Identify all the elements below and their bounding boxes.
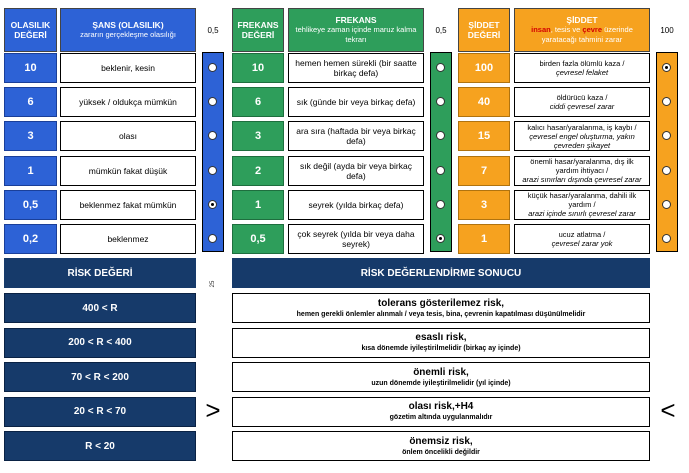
- risk-result-description: uzun dönemde iyileştirilmelidir (yıl içinde): [371, 379, 511, 387]
- severity-radio-button[interactable]: [662, 200, 671, 209]
- probability-title-header: [60, 8, 196, 52]
- probability-title-label: ŞANS (OLASILIK): [92, 20, 164, 30]
- frequency-radio-button[interactable]: [436, 63, 445, 72]
- frequency-value-cell: 6: [232, 87, 284, 117]
- probability-value-cell: 6: [4, 87, 57, 117]
- severity-value-cell: 1: [458, 224, 510, 254]
- frequency-radio-button[interactable]: [436, 166, 445, 175]
- severity-description-cell: [514, 121, 650, 151]
- risk-result-description: önlem öncelikli değildir: [402, 448, 480, 456]
- severity-description-environment: çevresel felaket: [555, 68, 609, 77]
- severity-code-header-label: ŞİDDET DEĞERİ: [467, 20, 501, 40]
- probability-value-cell: 0,2: [4, 224, 57, 254]
- probability-description-cell: olası: [60, 121, 196, 151]
- frequency-radio-button[interactable]: [436, 200, 445, 209]
- risk-result-header-label: RİSK DEĞERLENDİRME SONUCU: [360, 267, 522, 279]
- severity-description-environment: arazi içinde sınırlı çevresel zarar: [528, 209, 636, 219]
- probability-selector-strip: [202, 52, 224, 252]
- probability-selected-value: 0,5: [207, 25, 219, 35]
- probability-description-cell: beklenmez fakat mümkün: [60, 190, 196, 220]
- severity-title-label: ŞİDDET: [566, 15, 598, 25]
- risk-result-cell: [232, 362, 650, 392]
- severity-radio-button[interactable]: [662, 63, 671, 72]
- risk-score-value: 25: [210, 280, 216, 288]
- frequency-subtitle-label: tehlikeye zaman içinde maruz kalma tekrarı: [295, 25, 417, 44]
- severity-description-cell: [514, 87, 650, 117]
- risk-value-header: [4, 258, 196, 288]
- severity-description-environment: çevresel engel oluşturma, yakın çevreden şikayet: [529, 131, 635, 150]
- severity-description-primary: birden fazla ölümlü kaza /: [539, 59, 625, 68]
- severity-description-cell: [514, 53, 650, 83]
- probability-value-cell: 0,5: [4, 190, 57, 220]
- frequency-code-header: [232, 8, 284, 52]
- severity-value-cell: 100: [458, 53, 510, 83]
- frequency-value-cell: 2: [232, 156, 284, 186]
- frequency-description-cell: ara sıra (haftada bir veya birkaç defa): [288, 121, 424, 151]
- risk-result-cell: [232, 431, 650, 461]
- severity-subtitle-rest: üzerinde yaratacağı tahmini zarar: [541, 25, 633, 44]
- severity-radio-button[interactable]: [662, 234, 671, 243]
- frequency-title-label: FREKANS: [335, 15, 377, 25]
- severity-radio-button[interactable]: [662, 166, 671, 175]
- risk-range-cell: R < 20: [4, 431, 196, 461]
- probability-radio-button[interactable]: [208, 166, 217, 175]
- severity-description-primary: önemli hasar/yaralanma, dış ilk yardım ihtiyacı /: [530, 157, 634, 176]
- severity-description-primary: öldürücü kaza /: [556, 93, 608, 103]
- probability-code-header-label: OLASILIK DEĞERİ: [10, 20, 51, 40]
- severity-value-cell: 15: [458, 121, 510, 151]
- severity-description-environment: çevresel zarar yok: [551, 239, 613, 248]
- severity-title-header: [514, 8, 650, 52]
- frequency-code-header-label: FREKANS DEĞERİ: [237, 20, 279, 40]
- frequency-selected-value: 0,5: [435, 25, 447, 35]
- frequency-value-cell: 3: [232, 121, 284, 151]
- severity-subtitle-environment: çevre: [582, 25, 603, 34]
- severity-code-header: [458, 8, 510, 52]
- probability-description-cell: yüksek / oldukça mümkün: [60, 87, 196, 117]
- severity-description-environment: arazi sınırları dışında çevresel zarar: [522, 175, 642, 185]
- probability-description-cell: beklenmez: [60, 224, 196, 254]
- severity-selected-value: 100: [660, 25, 674, 35]
- severity-description-cell: [514, 156, 650, 186]
- less-than-symbol: <: [660, 394, 676, 425]
- risk-result-description: gözetim altında uygulanmalıdır: [389, 414, 493, 422]
- risk-result-cell: [232, 293, 650, 323]
- severity-description-environment: ciddi çevresel zarar: [549, 102, 615, 112]
- risk-result-title: önemsiz risk,: [409, 435, 473, 447]
- severity-subtitle-facility: , tesis ve: [550, 25, 583, 34]
- severity-description-cell: [514, 190, 650, 220]
- risk-result-title: esaslı risk,: [415, 332, 467, 344]
- probability-value-cell: 10: [4, 53, 57, 83]
- risk-range-cell: 400 < R: [4, 293, 196, 323]
- risk-range-cell: 70 < R < 200: [4, 362, 196, 392]
- risk-result-description: hemen gerekli önlemler alınmalı / veya tesis, bina, çevrenin kapatılması düşünülmelidir: [296, 310, 586, 318]
- frequency-selector-strip: [430, 52, 452, 252]
- severity-description-primary: ucuz atlatma /: [558, 230, 606, 239]
- risk-result-header: [232, 258, 650, 288]
- risk-result-cell: [232, 397, 650, 427]
- risk-value-header-label: RİSK DEĞERİ: [67, 267, 133, 279]
- severity-subtitle-label: [515, 25, 649, 45]
- frequency-description-cell: sık değil (ayda bir veya birkaç defa): [288, 156, 424, 186]
- frequency-description-cell: seyrek (yılda birkaç defa): [288, 190, 424, 220]
- frequency-title-header: [288, 8, 424, 52]
- probability-radio-button[interactable]: [208, 200, 217, 209]
- severity-value-cell: 7: [458, 156, 510, 186]
- severity-description-primary: kalıcı hasar/yaralanma, iş kaybı /: [527, 122, 637, 132]
- severity-description-primary: küçük hasar/yaralanma, dahili ilk yardım /: [527, 191, 637, 210]
- probability-radio-button[interactable]: [208, 63, 217, 72]
- frequency-value-cell: 10: [232, 53, 284, 83]
- probability-subtitle-label: zararın gerçekleşme olasılığı: [80, 30, 176, 39]
- probability-description-cell: mümkün fakat düşük: [60, 156, 196, 186]
- risk-result-description: kısa dönemde iyileştirilmelidir (birkaç ay içinde): [361, 345, 521, 353]
- severity-selector-strip: [656, 52, 678, 252]
- frequency-value-cell: 1: [232, 190, 284, 220]
- risk-result-title: önemli risk,: [413, 366, 469, 378]
- probability-description-cell: beklenir, kesin: [60, 53, 196, 83]
- probability-value-cell: 3: [4, 121, 57, 151]
- greater-than-symbol: >: [205, 394, 221, 425]
- risk-result-title: olası risk,+H4: [408, 401, 474, 413]
- risk-range-cell: 20 < R < 70: [4, 397, 196, 427]
- severity-description-cell: [514, 224, 650, 254]
- frequency-description-cell: çok seyrek (yılda bir veya daha seyrek): [288, 224, 424, 254]
- frequency-radio-button[interactable]: [436, 234, 445, 243]
- probability-code-header: [4, 8, 57, 52]
- probability-radio-button[interactable]: [208, 234, 217, 243]
- severity-value-cell: 40: [458, 87, 510, 117]
- severity-subtitle-human: insan: [531, 25, 551, 34]
- probability-value-cell: 1: [4, 156, 57, 186]
- frequency-description-cell: sık (günde bir veya birkaç defa): [288, 87, 424, 117]
- frequency-description-cell: hemen hemen sürekli (bir saatte birkaç defa): [288, 53, 424, 83]
- risk-range-cell: 200 < R < 400: [4, 328, 196, 358]
- frequency-value-cell: 0,5: [232, 224, 284, 254]
- risk-result-cell: [232, 328, 650, 358]
- risk-result-title: tolerans gösterilemez risk,: [377, 297, 505, 309]
- severity-value-cell: 3: [458, 190, 510, 220]
